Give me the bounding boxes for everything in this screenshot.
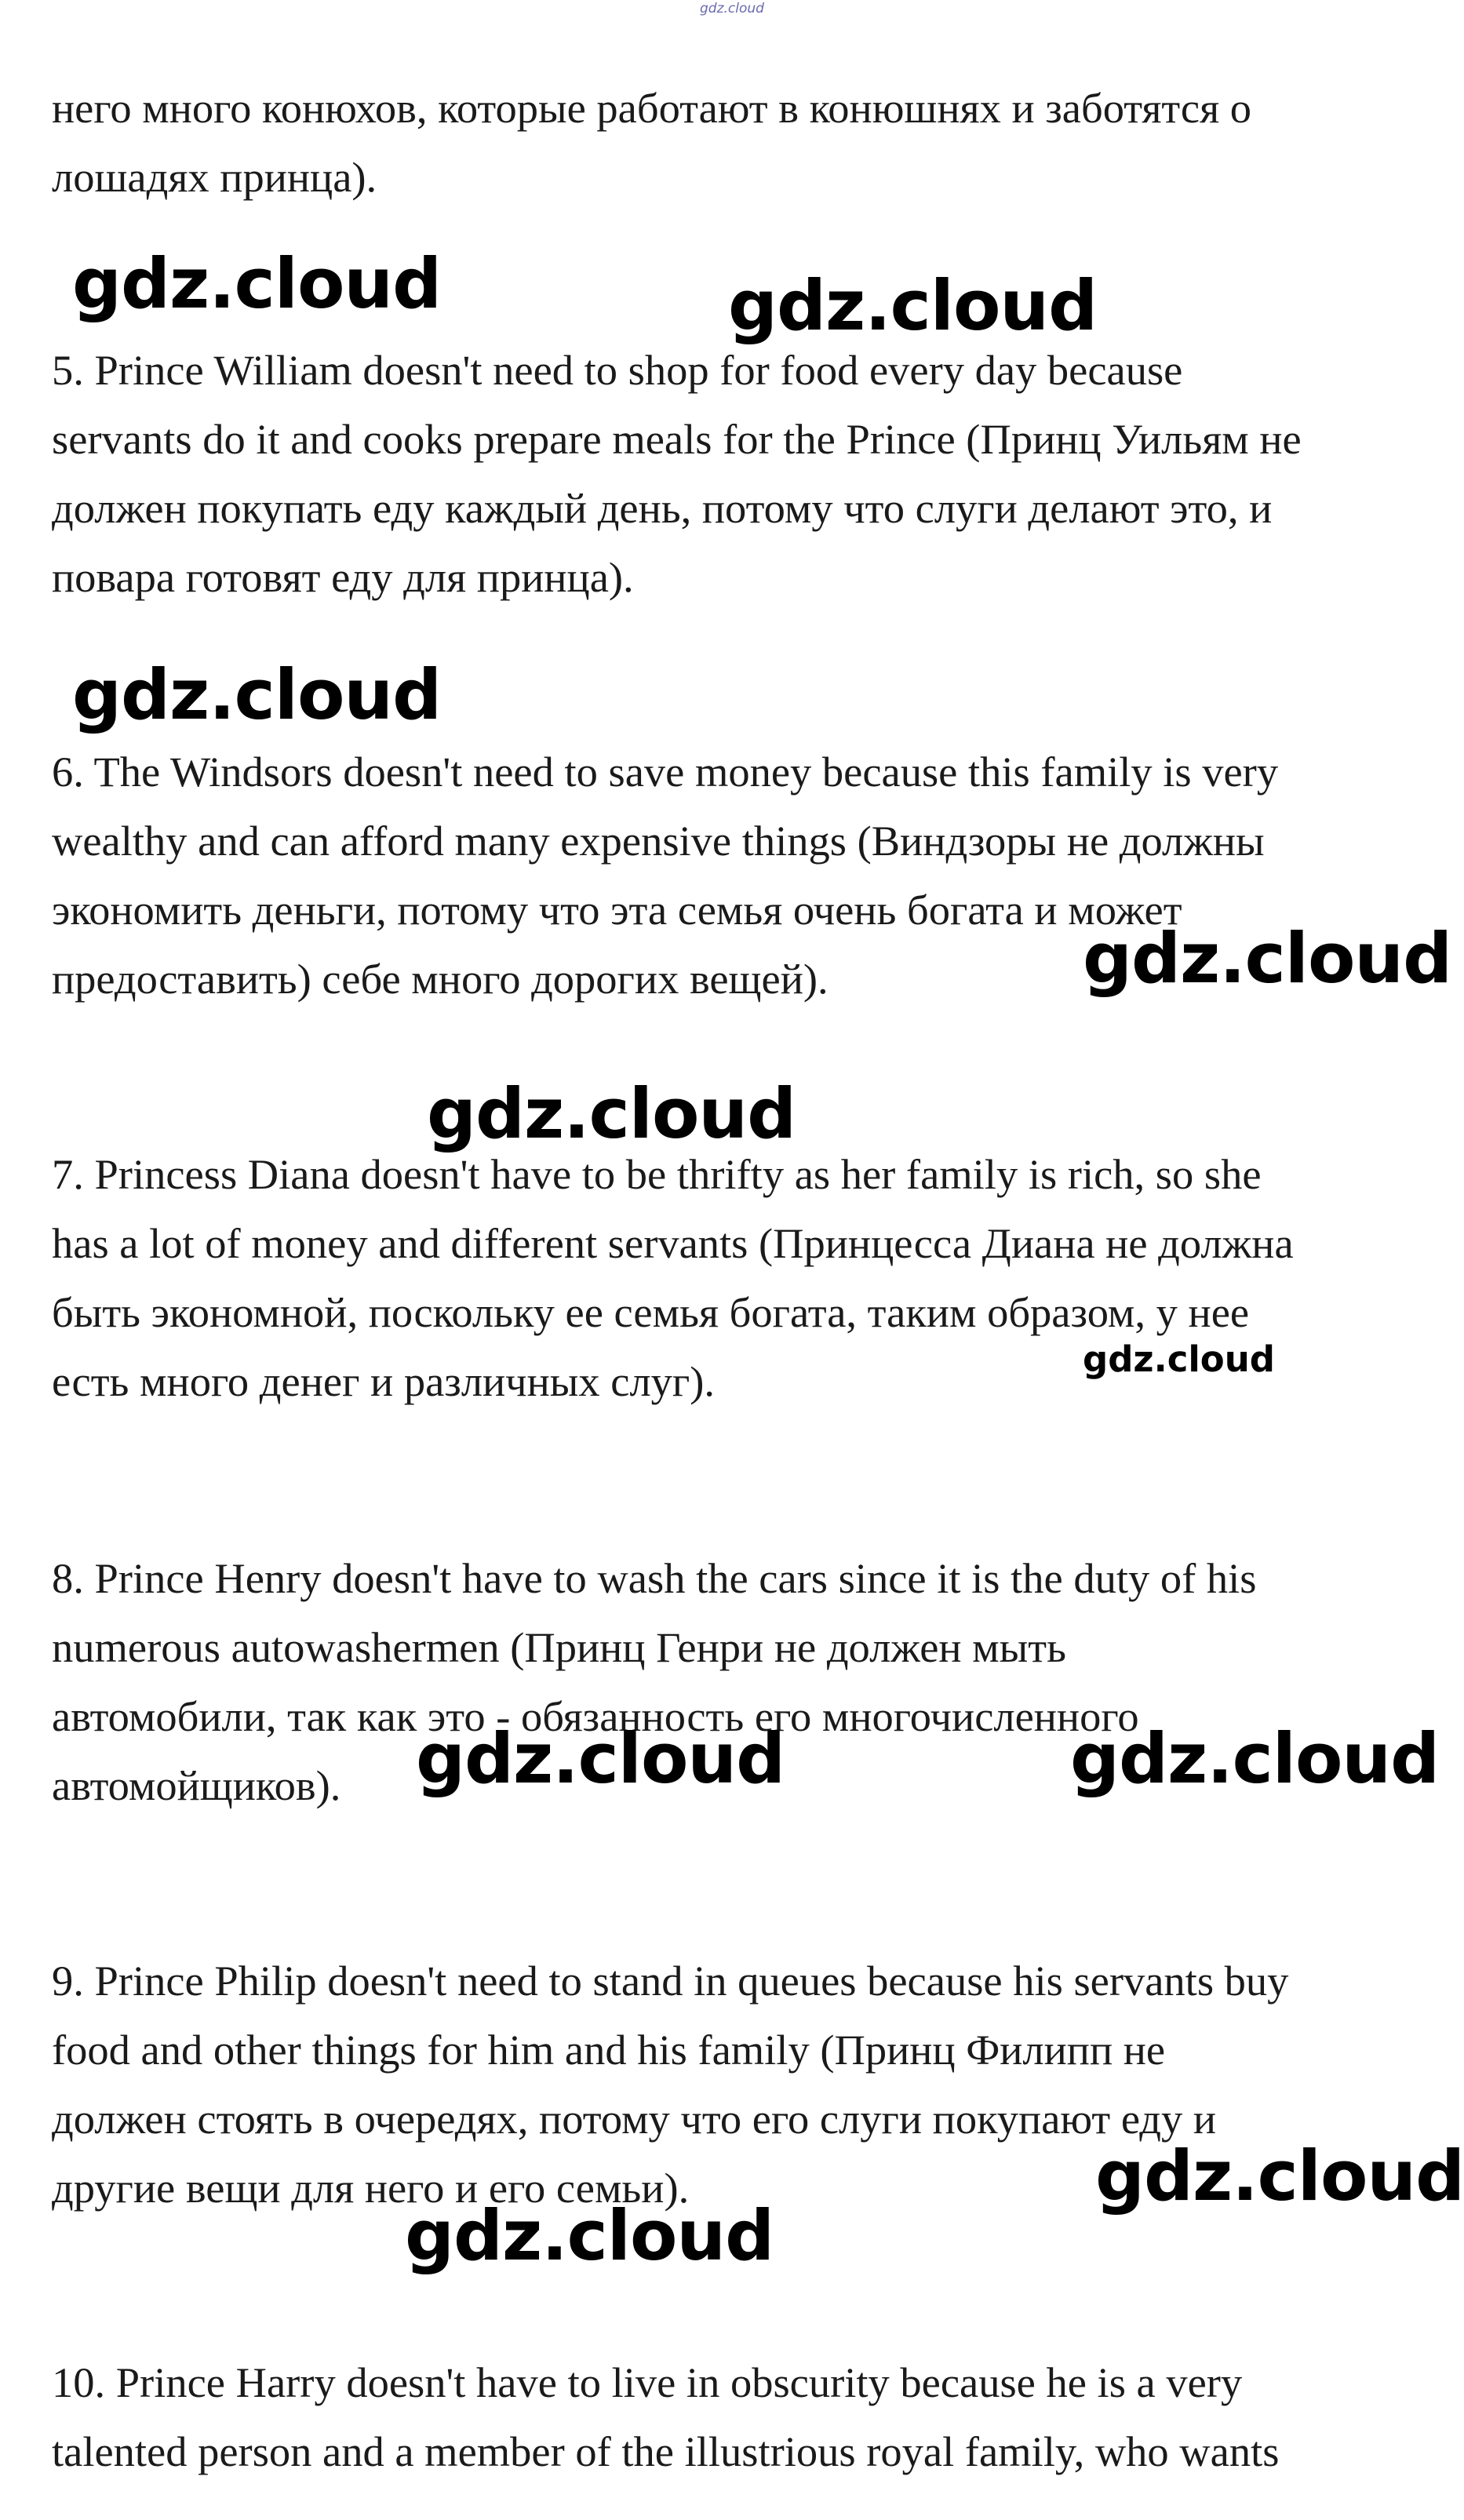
watermark-logo: gdz.cloud — [1083, 918, 1452, 999]
text-line: 7. Princess Diana doesn't have to be thrifty as her family is rich, so she — [52, 1150, 1262, 1198]
top-watermark: gdz.cloud — [700, 1, 764, 16]
paragraph-item-5 — [52, 336, 1417, 612]
text-line: wealthy and can afford many expensive things (Виндзоры не должны — [52, 817, 1265, 865]
text-line: автомобили, так как это - обязанность его многочисленного — [52, 1692, 1139, 1740]
text-line: talented person and a member of the illustrious royal family, who wants — [52, 2427, 1280, 2475]
text-line: экономить деньги, потому что эта семья очень богата и может — [52, 886, 1182, 934]
watermark-logo: gdz.cloud — [1095, 2136, 1464, 2216]
text-line: должен стоять в очередях, потому что его слуги покупают еду и — [52, 2095, 1217, 2143]
watermark-logo: gdz.cloud — [72, 243, 442, 324]
text-line: предоставить) себе много дорогих вещей). — [52, 955, 829, 1003]
text-line: 5. Prince William doesn't need to shop for food every day because — [52, 346, 1183, 394]
watermark-logo: gdz.cloud — [427, 1073, 796, 1154]
text-line: есть много денег и различных слуг). — [52, 1357, 716, 1405]
watermark-logo: gdz.cloud — [416, 1718, 785, 1799]
watermark-logo: gdz.cloud — [405, 2195, 774, 2276]
text-line: автомойщиков). — [52, 1761, 341, 1809]
text-line: servants do it and cooks prepare meals for the Prince (Принц Уильям не — [52, 415, 1302, 463]
text-line: должен покупать еду каждый день, потому что слуги делают это, и — [52, 484, 1273, 532]
text-line: повара готовят еду для принца). — [52, 553, 634, 601]
text-line: лошадях принца). — [52, 153, 377, 201]
text-line: 8. Prince Henry doesn't have to wash the cars since it is the duty of his — [52, 1554, 1257, 1602]
watermark-logo: gdz.cloud — [72, 654, 442, 735]
text-line: другие вещи для него и его семьи). — [52, 2164, 690, 2212]
text-line: has a lot of money and different servants (Принцесса Диана не должна — [52, 1219, 1294, 1267]
text-line: food and other things for him and his family (Принц Филипп не — [52, 2026, 1166, 2074]
watermark-logo: gdz.cloud — [728, 265, 1098, 346]
text-line: 10. Prince Harry doesn't have to live in obscurity because he is a very — [52, 2358, 1243, 2406]
text-line: numerous autowashermen (Принц Генри не должен мыть — [52, 1623, 1066, 1671]
paragraph-item-10 — [52, 2348, 1417, 2486]
paragraph-continuation — [52, 74, 1417, 212]
watermark-logo: gdz.cloud — [1083, 1338, 1275, 1380]
text-line: него много конюхов, которые работают в конюшнях и заботятся о — [52, 84, 1252, 132]
text-line: 6. The Windsors doesn't need to save money because this family is very — [52, 748, 1279, 796]
text-line: 9. Prince Philip doesn't need to stand in queues because his servants buy — [52, 1957, 1289, 2005]
text-line: быть экономной, поскольку ее семья богата, таким образом, у нее — [52, 1288, 1250, 1336]
watermark-logo: gdz.cloud — [1070, 1718, 1440, 1799]
